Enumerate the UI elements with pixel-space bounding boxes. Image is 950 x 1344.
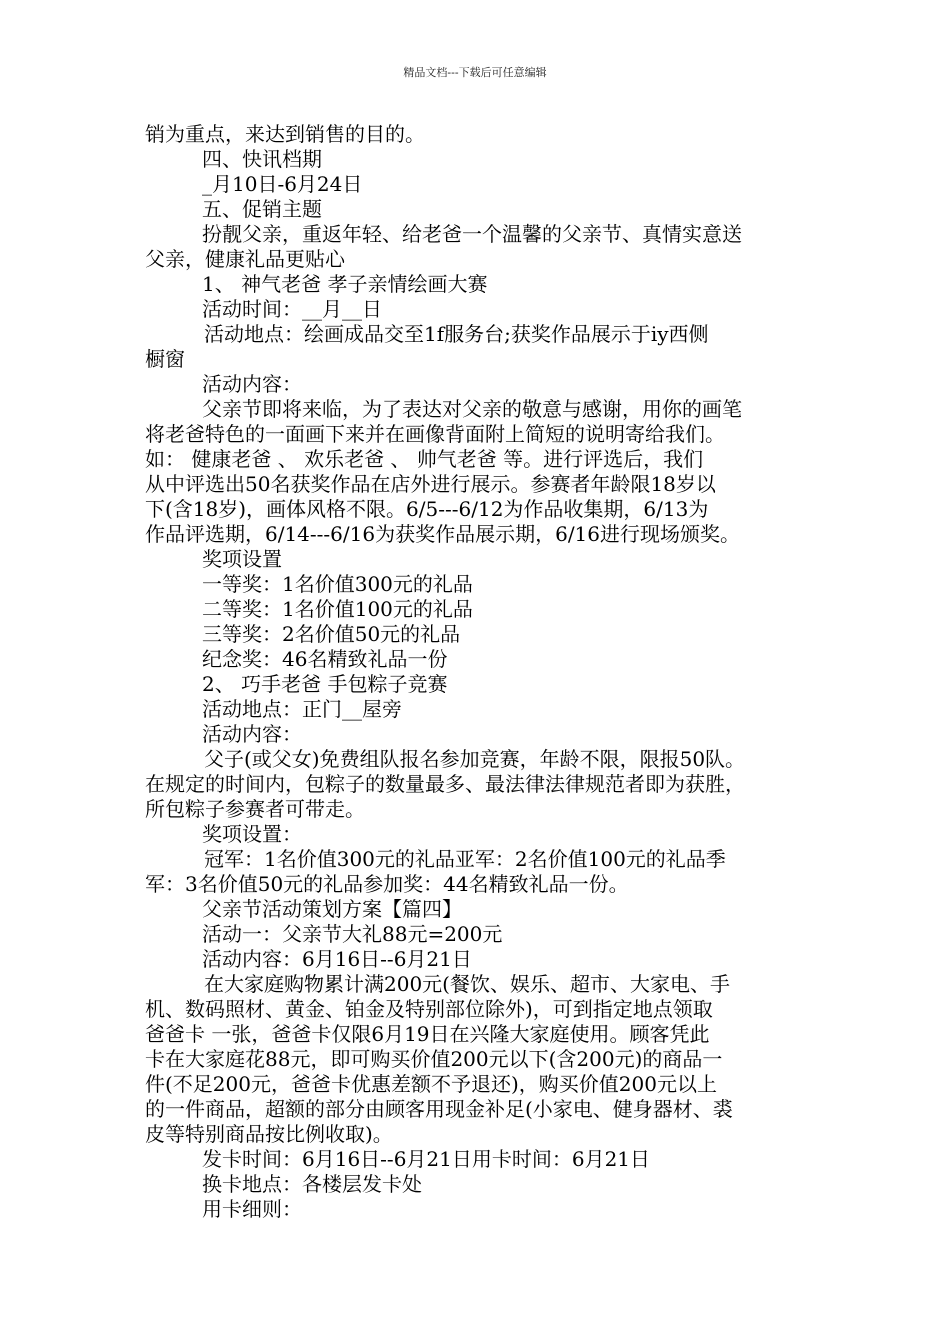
text-line: 在大家庭购物累计满200元(餐饮、娱乐、超市、大家电、手 [204, 972, 730, 996]
text-line: 奖项设置 [202, 547, 282, 571]
text-line: 卡在大家庭花88元，即可购买价值200元以下(含200元)的商品一 [145, 1047, 723, 1071]
text-line: 在规定的时间内，包粽子的数量最多、最法律法律规范者即为获胜， [145, 772, 745, 796]
text-line: 二等奖：1名价值100元的礼品 [202, 597, 473, 621]
page-header: 精品文档---下载后可任意编辑 [403, 66, 547, 79]
text-line: 作品评选期，6/14---6/16为获奖作品展示期，6/16进行现场颁奖。 [145, 522, 741, 546]
text-line: 橱窗 [145, 347, 185, 371]
text-line: 扮靓父亲，重返年轻、给老爸一个温馨的父亲节、真情实意送 [202, 222, 742, 246]
text-line: 纪念奖：46名精致礼品一份 [202, 647, 448, 671]
text-line: 活动地点：正门__屋旁 [202, 697, 402, 721]
text-line: 爸爸卡 一张，爸爸卡仅限6月19日在兴隆大家庭使用。顾客凭此 [145, 1022, 710, 1046]
text-line: 换卡地点：各楼层发卡处 [202, 1172, 422, 1196]
text-line: _月10日-6月24日 [202, 172, 363, 196]
text-line: 父亲，健康礼品更贴心 [145, 247, 345, 271]
text-line: 活动时间：__月__日 [202, 297, 382, 321]
document-body [145, 122, 815, 1222]
text-line: 用卡细则： [202, 1197, 302, 1221]
text-line: 四、快讯档期 [202, 147, 322, 171]
text-line: 父亲节即将来临，为了表达对父亲的敬意与感谢，用你的画笔 [202, 397, 742, 421]
text-line: 所包粽子参赛者可带走。 [145, 797, 365, 821]
text-line: 将老爸特色的一面画下来并在画像背面附上简短的说明寄给我们。 [145, 422, 725, 446]
text-line: 从中评选出50名获奖作品在店外进行展示。参赛者年龄限18岁以 [145, 472, 716, 496]
text-line: 活动内容： [202, 722, 302, 746]
text-line: 活动地点：绘画成品交至1f服务台;获奖作品展示于iy西侧 [204, 322, 709, 346]
text-line: 父亲节活动策划方案【篇四】 [202, 897, 462, 921]
text-line: 三等奖：2名价值50元的礼品 [202, 622, 461, 646]
text-line: 销为重点，来达到销售的目的。 [145, 122, 425, 146]
text-line: 皮等特别商品按比例收取)。 [145, 1122, 393, 1146]
text-line: 件(不足200元，爸爸卡优惠差额不予退还)，购买价值200元以上 [145, 1072, 717, 1096]
text-line: 下(含18岁)，画体风格不限。6/5---6/12为作品收集期，6/13为 [145, 497, 709, 521]
text-line: 一等奖：1名价值300元的礼品 [202, 572, 473, 596]
text-line: 活动一：父亲节大礼88元=200元 [202, 922, 503, 946]
text-line: 军：3名价值50元的礼品参加奖：44名精致礼品一份。 [145, 872, 629, 896]
text-line: 五、促销主题 [202, 197, 322, 221]
text-line: 活动内容： [202, 372, 302, 396]
text-line: 如： 健康老爸 、 欢乐老爸 、 帅气老爸 等。进行评选后，我们 [145, 447, 704, 471]
text-line: 发卡时间：6月16日--6月21日用卡时间：6月21日 [202, 1147, 651, 1171]
text-line: 活动内容：6月16日--6月21日 [202, 947, 472, 971]
text-line: 父子(或父女)免费组队报名参加竞赛，年龄不限，限报50队。 [204, 747, 746, 771]
text-line: 2、 巧手老爸 手包粽子竞赛 [202, 672, 448, 696]
text-line: 的一件商品，超额的部分由顾客用现金补足(小家电、健身器材、裘 [145, 1097, 733, 1121]
text-line: 奖项设置： [202, 822, 302, 846]
text-line: 冠军：1名价值300元的礼品亚军：2名价值100元的礼品季 [204, 847, 726, 871]
text-line: 机、数码照材、黄金、铂金及特别部位除外)，可到指定地点领取 [145, 997, 713, 1021]
text-line: 1、 神气老爸 孝子亲情绘画大赛 [202, 272, 488, 296]
